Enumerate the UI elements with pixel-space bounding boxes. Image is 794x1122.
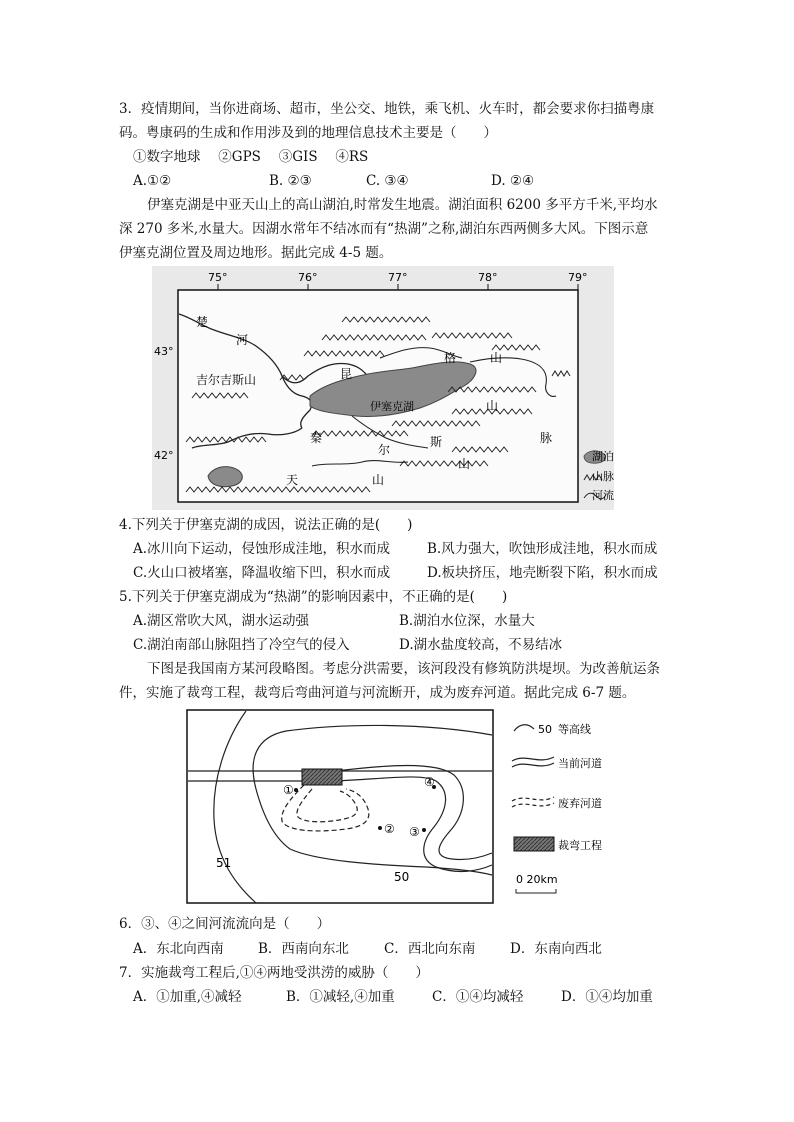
label-shan-s: 山 [372, 473, 385, 487]
q3-option-a: A.①② [133, 173, 172, 189]
point-3: ③ [409, 825, 420, 839]
legend-mountain: 山脉 [592, 470, 614, 483]
legend-river: 河流 [592, 489, 614, 502]
q3-option-d: D. ②④ [491, 173, 535, 189]
q4-option-c: C.火山口被堵塞，降温收缩下凹，积水而成 [133, 565, 391, 581]
q6-stem: 6．③、④之间河流流向是（ ） [119, 916, 331, 932]
point-4: ④ [424, 775, 435, 789]
intro67-line2: 件，实施了裁弯工程，裁弯后弯曲河道与河流断开，成为废弃河道。据此完成 6-7 题。 [119, 685, 636, 701]
lon-77: 77° [388, 271, 408, 284]
contour-51-label: 51 [216, 856, 232, 870]
q3-items: ①数字地球 ②GPS ③GIS ④RS [133, 149, 369, 165]
q7-option-a: A．①加重,④减轻 [133, 989, 242, 1005]
contour-50-label: 50 [394, 870, 410, 884]
q4-option-d: D.板块挤压，地壳断裂下陷，积水而成 [427, 565, 658, 581]
label-ge: 格 [444, 351, 457, 365]
label-kun: 昆 [340, 367, 353, 381]
q5-option-a: A.湖区常吹大风，湖水运动强 [133, 613, 310, 629]
label-er: 尔 [378, 443, 391, 457]
label-shan-se: 山 [458, 457, 471, 471]
q4-stem: 4.下列关于伊塞克湖的成因，说法正确的是( ) [119, 517, 413, 533]
label-qin: 秦 [310, 431, 323, 445]
legend-contour-value: 50 [538, 723, 552, 736]
label-tian: 天 [286, 473, 299, 487]
label-lake: 伊塞克湖 [370, 400, 414, 413]
q7-option-c: C．①④均减轻 [432, 989, 524, 1005]
label-he: 河 [236, 333, 249, 347]
label-mai: 脉 [540, 431, 553, 445]
lon-75: 75° [208, 271, 228, 284]
q6-option-c: C．西北向东南 [384, 941, 476, 957]
legend-cutoff: 裁弯工程 [558, 839, 602, 852]
q6-option-b: B．西南向东北 [258, 941, 349, 957]
label-shan-n: 山 [490, 351, 503, 365]
lat-42: 42° [154, 449, 174, 462]
scale-label: 0 20km [516, 873, 558, 886]
issyk-kul-map [152, 266, 614, 510]
q5-stem: 5.下列关于伊塞克湖成为“热湖”的影响因素中，不正确的是( ) [119, 589, 508, 605]
q3-stem-line2: 码。粤康码的生成和作用涉及到的地理信息技术主要是（ ） [119, 125, 497, 141]
lat-43: 43° [154, 345, 174, 358]
intro45-line2: 深 270 多米,水量大。因湖水常年不结冰而有“热湖”之称,湖泊东西两侧多大风。下图示意 [119, 221, 649, 237]
intro67-line1: 下图是我国南方某河段略图。考虑分洪需要，该河段没有修筑防洪堤坝。为改善航运条 [147, 661, 660, 677]
label-shan-e: 山 [486, 399, 499, 413]
point-1: ① [283, 783, 294, 797]
q4-option-a: A.冰川向下运动，侵蚀形成洼地，积水而成 [133, 541, 391, 557]
q5-option-b: B.湖泊水位深，水量大 [399, 613, 535, 629]
label-kyrgyz: 吉尔吉斯山 [196, 373, 257, 387]
q3-option-b: B. ②③ [269, 173, 312, 189]
q4-option-b: B.风力强大，吹蚀形成洼地，积水而成 [427, 541, 658, 557]
legend-abandoned-channel: 废弃河道 [558, 797, 602, 810]
river-bend-map [186, 709, 606, 905]
q5-option-c: C.湖泊南部山脉阻挡了冷空气的侵入 [133, 637, 350, 653]
lon-78: 78° [478, 271, 498, 284]
q5-option-d: D.湖水盐度较高，不易结冰 [399, 637, 563, 653]
intro45-line3: 伊塞克湖位置及周边地形。据此完成 4-5 题。 [119, 245, 393, 261]
q7-stem: 7．实施裁弯工程后,①④两地受洪涝的威胁（ ） [119, 965, 429, 981]
intro45-line1: 伊塞克湖是中亚天山上的高山湖泊,时常发生地震。湖泊面积 6200 多平方千米,平均水 [147, 197, 658, 213]
point-2: ② [384, 822, 395, 836]
label-chu: 楚 [196, 315, 209, 329]
q3-stem-line1: 3．疫情期间，当你进商场、超市，坐公交、地铁，乘飞机、火车时，都会要求你扫描粤康 [119, 101, 655, 117]
cutoff-project [302, 769, 342, 785]
lon-79: 79° [568, 271, 588, 284]
label-si: 斯 [430, 435, 443, 449]
q6-option-a: A．东北向西南 [133, 941, 224, 957]
legend-lake: 湖泊 [592, 450, 614, 463]
legend-contour: 等高线 [558, 723, 591, 736]
q7-option-d: D．①④均加重 [561, 989, 653, 1005]
q7-option-b: B．①减轻,④加重 [286, 989, 395, 1005]
legend-current-channel: 当前河道 [558, 757, 602, 770]
lon-76: 76° [298, 271, 318, 284]
q3-option-c: C. ③④ [366, 173, 409, 189]
q6-option-d: D．东南向西北 [510, 941, 602, 957]
